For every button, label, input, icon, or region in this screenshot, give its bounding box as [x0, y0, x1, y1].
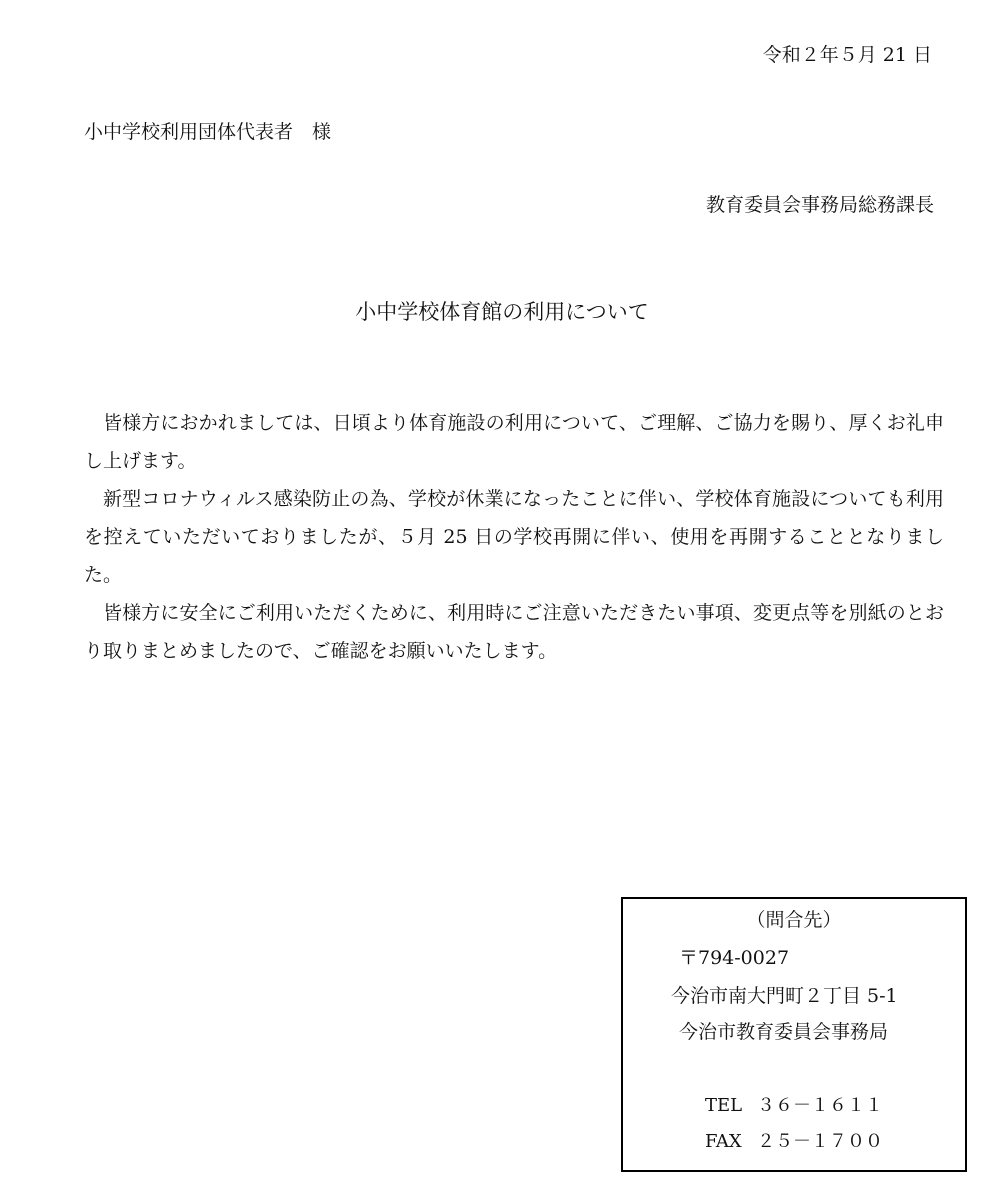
- contact-heading: （問合先）: [746, 909, 842, 931]
- document-date: 令和２年５月 21 日: [762, 44, 932, 66]
- contact-address: 今治市南大門町２丁目 5-1: [671, 985, 898, 1007]
- contact-fax: [705, 1127, 883, 1153]
- tel-label: TEL: [705, 1095, 743, 1116]
- document-title: 小中学校体育館の利用について: [355, 300, 649, 324]
- body-paragraph-1: 皆様方におかれましては、日頃より体育施設の利用について、ご理解、ご協力を賜り、厚くお礼申し上げます。: [84, 412, 944, 472]
- contact-tel: [705, 1091, 883, 1117]
- body-paragraph-3: 皆様方に安全にご利用いただくために、利用時にご注意いただきたい事項、変更点等を別紙のとおり取りまとめましたので、ご確認をお願いいたします。: [84, 602, 944, 662]
- contact-office: 今治市教育委員会事務局: [679, 1021, 889, 1043]
- tel-number: ３６－１６１１: [757, 1095, 883, 1116]
- contact-postal-code: 〒794-0027: [679, 947, 790, 969]
- contact-box: [621, 897, 967, 1172]
- recipient-line: 小中学校利用団体代表者 様: [84, 121, 332, 143]
- sender-line: 教育委員会事務局総務課長: [705, 194, 934, 216]
- body-paragraph-2: 新型コロナウィルス感染防止の為、学校が休業になったことに伴い、学校体育施設についても利用を控えていただいておりましたが、５月 25 日の学校再開に伴い、使用を再開することとなりました。: [84, 488, 944, 586]
- fax-number: ２５－１７００: [757, 1131, 883, 1152]
- document-body: [84, 404, 944, 670]
- fax-label: FAX: [705, 1131, 742, 1152]
